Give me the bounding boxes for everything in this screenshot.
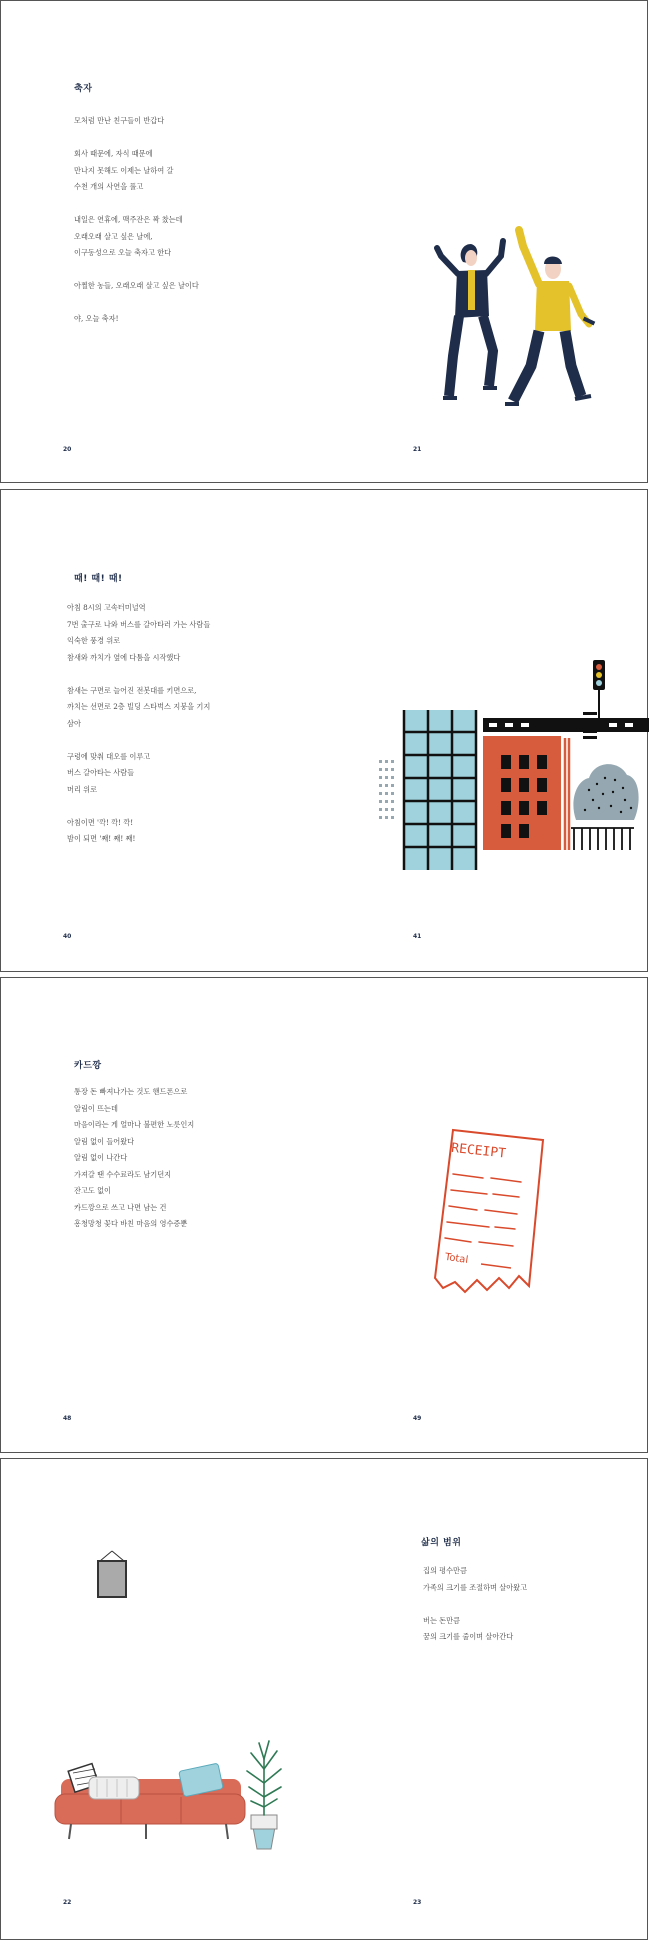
- poem-body: [74, 113, 199, 328]
- poem-line: [74, 130, 199, 147]
- spread-4: [0, 1458, 648, 1940]
- poem-body: [423, 1563, 527, 1646]
- sofa: [55, 1763, 245, 1839]
- red-building: [483, 736, 569, 850]
- poem-line: 내일은 연휴에, 맥주잔은 꽉 찼는데: [74, 215, 183, 224]
- page-number-left: 48: [63, 1415, 72, 1422]
- page-number-left: 20: [63, 446, 72, 453]
- poem-line: 참새와 까치가 옆에 다툼을 시작했다: [67, 652, 181, 662]
- poem-line: [67, 732, 210, 749]
- traffic-light: [593, 660, 605, 718]
- poem-line: 머리 위로: [67, 784, 98, 794]
- wall-frame-illustration: [96, 1551, 128, 1599]
- poem-line: [74, 295, 199, 312]
- poem-line: 잔고도 없이: [74, 1186, 112, 1195]
- poem-title: 카드깡: [74, 1061, 102, 1071]
- poem-line: 익숙한 풍경 위로: [67, 636, 121, 645]
- poem-line: 알림 없이 나간다: [74, 1153, 128, 1162]
- city-street-illustration: [379, 660, 649, 880]
- poem-line: 삼아: [67, 718, 81, 728]
- dotted-building: [379, 760, 394, 819]
- dancing-friends-illustration: [431, 226, 606, 421]
- poem-line: 아침 8시의 고속터미널역: [67, 603, 146, 612]
- page-number-right: 49: [413, 1415, 422, 1422]
- page-number-left: 22: [63, 1899, 72, 1906]
- page-number-right: 41: [413, 933, 422, 940]
- poem-title: 축자: [74, 84, 93, 94]
- poem-line: 꿈의 크기를 줄이며 살아간다: [423, 1632, 514, 1641]
- page-number-right: 23: [413, 1899, 422, 1906]
- poem-title: 때! 때! 때!: [74, 574, 123, 584]
- glass-building: [404, 710, 476, 870]
- poem-line: 회사 때문에, 자식 때문에: [74, 149, 153, 158]
- poem-line: 버는 돈만큼: [423, 1615, 461, 1625]
- receipt-illustration: [431, 1128, 546, 1298]
- poem-line: [423, 1596, 527, 1613]
- poem-line: 7번 출구로 나와 버스를 갈아타러 가는 사람들: [67, 619, 211, 629]
- poem-line: 이구동성으로 오늘 축자고 한다: [74, 248, 172, 257]
- poem-line: 통장 돈 빠져나가는 것도 핸드폰으로: [74, 1087, 188, 1096]
- poem-line: [74, 262, 199, 279]
- fence: [571, 828, 634, 850]
- spread-3: [0, 977, 648, 1453]
- poem-line: 모처럼 만난 친구들이 반갑다: [74, 116, 165, 125]
- poem-body: [74, 1084, 194, 1233]
- poem-line: 야, 오늘 축자!: [74, 314, 119, 323]
- poem-line: 오래오래 살고 싶은 날에,: [74, 231, 153, 241]
- poem-line: 아찔한 농들, 오래오래 살고 싶은 날이다: [74, 281, 199, 290]
- page-number-right: 21: [413, 446, 422, 453]
- dancer-woman: [437, 241, 503, 398]
- poem-line: 수천 개의 사연을 풀고: [74, 182, 144, 191]
- poem-line: 버스 갈아타는 사람들: [67, 768, 135, 777]
- page-number-left: 40: [63, 933, 72, 940]
- living-room-illustration: [51, 1739, 291, 1859]
- poem-line: 알림이 뜨는데: [74, 1103, 118, 1113]
- poem-line: 참새는 구면로 늘어진 전봇대를 키면으로,: [67, 685, 197, 695]
- poem-line: 만나지 못해도 이제는 날하여 갈: [74, 165, 174, 175]
- receipt-total-label: Total: [444, 1251, 469, 1266]
- poem-body: [67, 600, 210, 848]
- spread-2: [0, 489, 648, 972]
- poem-line: 알림 없이 들어왔다: [74, 1136, 135, 1146]
- potted-plant: [247, 1741, 281, 1849]
- poem-title: 삶의 범위: [421, 1538, 462, 1548]
- poem-line: 마음이라는 게 얼마나 불편한 노릇인지: [74, 1120, 195, 1129]
- poem-line: [74, 196, 199, 213]
- tree-bush: [573, 764, 638, 820]
- poem-line: 가족의 크기를 조절하며 살아왔고: [423, 1582, 528, 1592]
- poem-line: 카드깡으로 쓰고 나면 남는 건: [74, 1202, 167, 1212]
- poem-line: 아침이면 '깍! 깍! 깍!: [67, 817, 134, 827]
- poem-line: 흥청망청 꽃다 바친 마음의 영수증뿐: [74, 1219, 188, 1228]
- poem-line: 까치는 선면로 2층 빌딩 스타벅스 지붕을 기지: [67, 702, 211, 711]
- crosswalk-road: [483, 712, 649, 739]
- receipt-heading: RECEIPT: [450, 1140, 507, 1162]
- spread-1: [0, 0, 648, 483]
- poem-line: [67, 666, 210, 683]
- poem-line: 밤이 되면 '째! 째! 째!: [67, 834, 136, 843]
- poem-line: 가져갈 땐 수수료라도 남기던지: [74, 1169, 172, 1179]
- poem-line: 집의 평수만큼: [423, 1566, 467, 1575]
- dancer-man: [505, 230, 595, 404]
- poem-line: [67, 798, 210, 815]
- poem-line: 구렁에 맞춰 대오를 이루고: [67, 751, 151, 761]
